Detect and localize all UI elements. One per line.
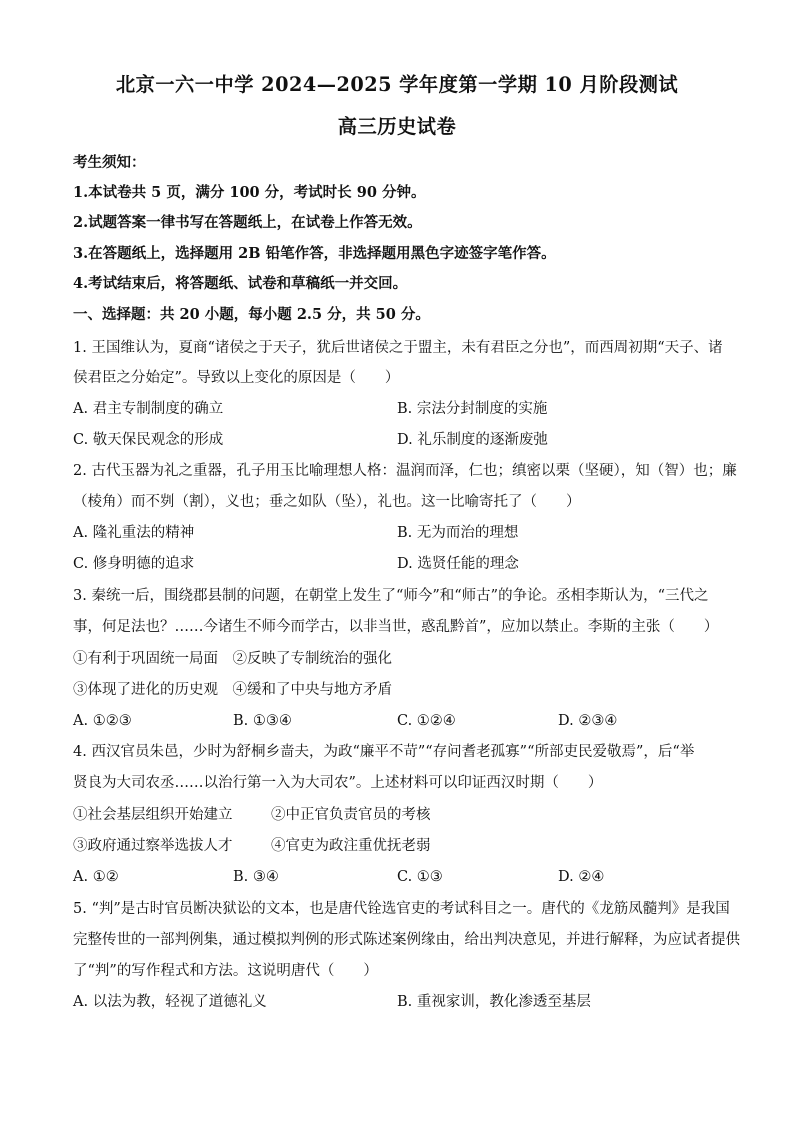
question-4-sub-4: ④官吏为政注重优抚老弱 [271,838,431,854]
exam-subtitle: 高三历史试卷 [337,115,457,138]
question-4-sub-3: ③政府通过察举选拔人才 [73,838,233,854]
question-5-line-2: 完整传世的一部判例集，通过模拟判例的形式陈述案例缘由，给出判决意见，并进行解释，为应试者提供 [73,932,740,948]
notice-item-1: 1.本试卷共 5 页，满分 100 分，考试时长 90 分钟。 [73,184,426,201]
question-3-option-b: B. ①③④ [233,713,292,729]
question-3-line-1: 3. 秦统一后，围绕郡县制的问题，在朝堂上发生了“师今”和“师古”的争论。丞相李斯认为，“三代之 [73,588,709,604]
question-2-line-2: （棱角）而不刿（割），义也；垂之如队（坠），礼也。这一比喻寄托了（ ） [73,494,581,510]
question-4-option-d: D. ②④ [558,869,605,885]
question-2-option-b: B. 无为而治的理想 [397,525,519,541]
question-5-line-3: 了“判”的写作程式和方法。这说明唐代（ ） [73,963,378,979]
question-4-option-c: C. ①③ [397,869,443,885]
question-3-option-a: A. ①②③ [73,713,132,729]
question-3-option-d: D. ②③④ [558,713,618,729]
question-4-sub-2: ②中正官负责官员的考核 [271,807,431,823]
question-1-option-c: C. 敬天保民观念的形成 [73,432,224,448]
question-3-sub-1: ①有利于巩固统一局面 ②反映了专制统治的强化 [73,651,392,667]
notice-heading: 考生须知： [73,154,146,171]
notice-item-4: 4.考试结束后，将答题纸、试卷和草稿纸一并交回。 [73,275,408,292]
exam-title: 北京一六一中学 2024—2025 学年度第一学期 10 月阶段测试 [115,73,679,96]
question-1-option-d: D. 礼乐制度的逐渐废弛 [397,432,548,448]
notice-item-2: 2.试题答案一律书写在答题纸上，在试卷上作答无效。 [73,214,422,231]
question-4-option-a: A. ①② [73,869,119,885]
question-2-option-a: A. 隆礼重法的精神 [73,525,195,541]
question-1-line-1: 1. 王国维认为，夏商“诸侯之于天子，犹后世诸侯之于盟主，未有君臣之分也”，而西周初期“天子、诸 [73,340,723,356]
question-3-line-2: 事，何足法也？……今诸生不师今而学古，以非当世，惑乱黔首”，应加以禁止。李斯的主张（ ） [73,619,719,635]
question-1-line-2: 侯君臣之分始定”。导致以上变化的原因是（ ） [73,370,400,386]
question-1-option-b: B. 宗法分封制度的实施 [397,401,548,417]
question-5-option-a: A. 以法为教，轻视了道德礼义 [73,994,267,1010]
question-1-option-a: A. 君主专制制度的确立 [73,401,224,417]
notice-item-3: 3.在答题纸上，选择题用 2B 铅笔作答，非选择题用黑色字迹签字笔作答。 [73,245,556,262]
question-4-line-1: 4. 西汉官员朱邑，少时为舒桐乡啬夫，为政“廉平不苛”“存问耆老孤寡”“所部吏民爱敬焉”，后“举 [73,744,695,760]
question-2-option-c: C. 修身明德的追求 [73,556,195,572]
question-3-option-c: C. ①②④ [397,713,456,729]
question-2-line-1: 2. 古代玉器为礼之重器，孔子用玉比喻理想人格：温润而泽，仁也；缜密以栗（坚硬），知（智）也；廉 [73,463,737,479]
question-5-option-b: B. 重视家训，教化渗透至基层 [397,994,591,1010]
question-5-line-1: 5. “判”是古时官员断决狱讼的文本，也是唐代铨选官吏的考试科目之一。唐代的《龙筋凤髓判》是我国 [73,901,730,917]
section-heading: 一、选择题：共 20 小题，每小题 2.5 分，共 50 分。 [73,306,430,323]
question-4-option-b: B. ③④ [233,869,279,885]
question-4-sub-1: ①社会基层组织开始建立 [73,807,233,823]
question-2-option-d: D. 选贤任能的理念 [397,556,519,572]
question-4-line-2: 贤良为大司农丞……以治行第一入为大司农”。上述材料可以印证西汉时期（ ） [73,775,603,791]
question-3-sub-2: ③体现了进化的历史观 ④缓和了中央与地方矛盾 [73,682,392,698]
